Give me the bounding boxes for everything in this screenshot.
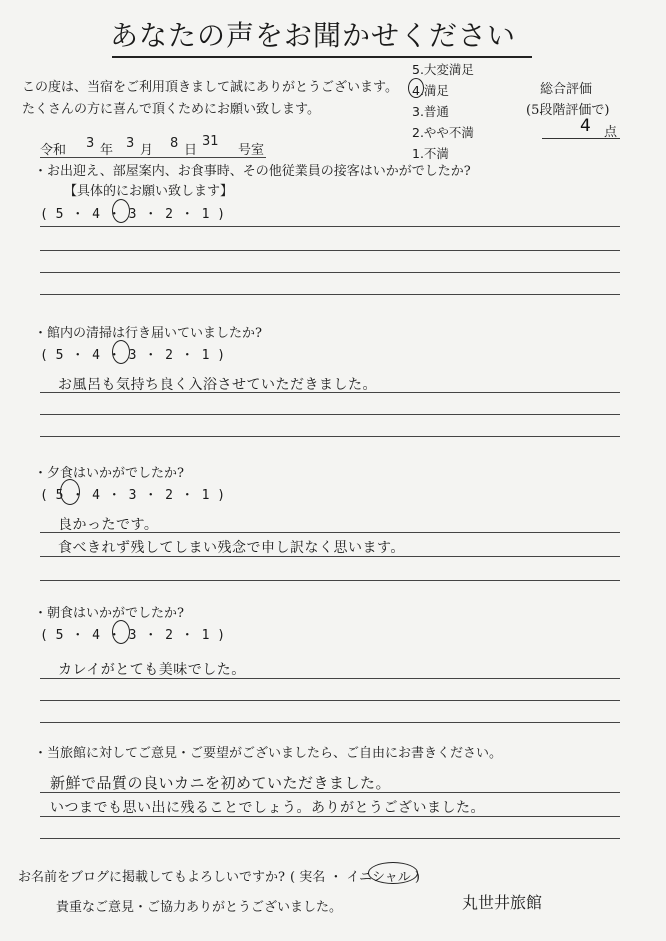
question-3-answer-1: 良かったです。: [58, 517, 159, 533]
question-1-rule-4: [40, 294, 620, 295]
question-4-selection-circle: [112, 620, 130, 644]
question-2-rule-3: [40, 436, 620, 437]
scale-item-2: 2.やや不満: [412, 125, 474, 140]
question-1-text: ・お出迎え、部屋案内、お食事時、その他従業員の接客はいかがでしたか?: [34, 164, 471, 179]
date-month: 3: [126, 136, 135, 151]
question-3-text: ・夕食はいかがでしたか?: [34, 466, 184, 481]
question-4-answer-1: カレイがとても美味でした。: [58, 662, 246, 678]
scale-item-1: 1.不満: [412, 146, 449, 161]
date-underline: [40, 157, 266, 158]
question-4-rule-1: [40, 678, 620, 679]
question-3-answer-2: 食べきれず残してしまい残念で申し訳なく思います。: [58, 540, 405, 556]
thanks-text: 貴重なご意見・ご協力ありがとうございました。: [56, 900, 343, 915]
comments-rule-1: [40, 792, 620, 793]
date-month-unit: 月: [140, 143, 154, 158]
title-underline: [112, 56, 532, 58]
date-day-unit: 日: [184, 143, 198, 158]
question-1-rating: ( 5 ・ 4 ・ 3 ・ 2 ・ 1 ): [40, 207, 226, 222]
question-3-rule-3: [40, 580, 620, 581]
overall-label: 総合評価: [540, 82, 593, 97]
question-3-selection-circle: [60, 479, 80, 505]
scale-item-3: 3.普通: [412, 104, 449, 119]
comments-answer-1: 新鮮で品質の良いカニを初めていただきました。: [50, 774, 392, 792]
scale-selection-circle: [408, 78, 424, 98]
question-4-rule-2: [40, 700, 620, 701]
date-day: 8: [170, 136, 179, 151]
question-2-rule-1: [40, 392, 620, 393]
question-1-rule-2: [40, 250, 620, 251]
question-4-rating: ( 5 ・ 4 ・ 3 ・ 2 ・ 1 ): [40, 628, 226, 643]
scale-item-5: 5.大変満足: [412, 62, 474, 77]
question-4-text: ・朝食はいかがでしたか?: [34, 606, 184, 621]
date-year-unit: 年: [100, 143, 114, 158]
question-3-rule-1: [40, 532, 620, 533]
blog-option-selection-circle: [368, 862, 418, 884]
blog-options: ( 実名 ・ イニシャル ): [290, 870, 420, 885]
form-title: あなたの声をお聞かせください: [110, 19, 517, 52]
scale-item-4: 4.満足: [412, 83, 449, 98]
overall-value: 4: [580, 116, 591, 136]
date-era: 令和: [40, 143, 67, 158]
question-1-selection-circle: [112, 199, 130, 223]
comments-rule-3: [40, 838, 620, 839]
overall-underline: [542, 138, 620, 139]
room-number: 31: [202, 134, 219, 149]
question-2-rule-2: [40, 414, 620, 415]
intro-line-1: この度は、当宿をご利用頂きまして誠にありがとうございます。: [22, 80, 398, 95]
question-1-note: 【具体的にお願い致します】: [64, 184, 234, 199]
question-1-rule-3: [40, 272, 620, 273]
question-3-rating: ( 5 ・ 4 ・ 3 ・ 2 ・ 1 ): [40, 488, 226, 503]
comments-rule-2: [40, 816, 620, 817]
question-3-rule-2: [40, 556, 620, 557]
question-2-selection-circle: [112, 340, 130, 364]
question-4-rule-3: [40, 722, 620, 723]
overall-unit: 点: [604, 125, 618, 140]
blog-question: お名前をブログに掲載してもよろしいですか?: [18, 870, 285, 885]
question-2-rating: ( 5 ・ 4 ・ 3 ・ 2 ・ 1 ): [40, 348, 226, 363]
question-2-answer-1: お風呂も気持ち良く入浴させていただきました。: [58, 377, 377, 393]
intro-line-2: たくさんの方に喜んで頂くためにお願い致します。: [22, 102, 320, 117]
signature: 丸世井旅館: [462, 893, 543, 912]
question-1-rule-1: [40, 226, 620, 227]
question-2-text: ・館内の清掃は行き届いていましたか?: [34, 326, 262, 341]
date-year: 3: [86, 136, 95, 151]
overall-sub: (5段階評価で): [526, 103, 610, 118]
comments-text: ・当旅館に対してご意見・ご要望がございましたら、ご自由にお書きください。: [34, 746, 503, 761]
room-unit: 号室: [238, 143, 265, 158]
comments-answer-2: いつまでも思い出に残ることでしょう。ありがとうございました。: [50, 800, 485, 816]
